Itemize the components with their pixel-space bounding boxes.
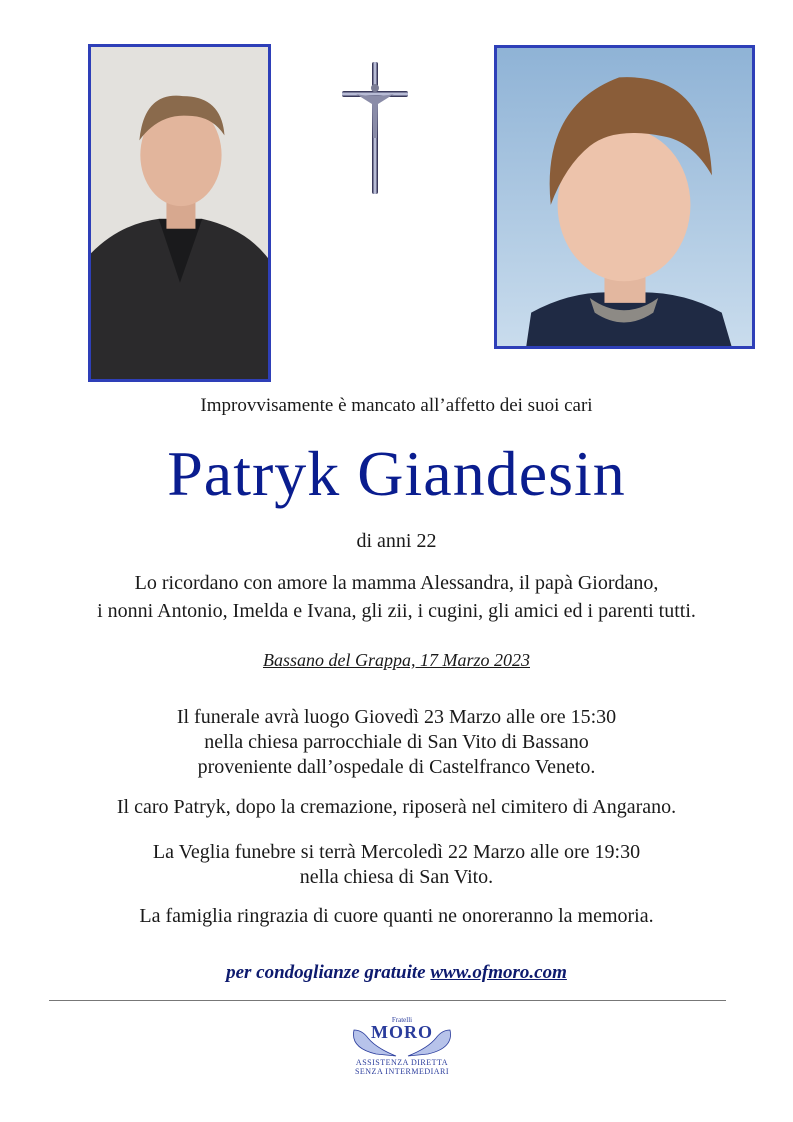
- photo-child: [494, 45, 755, 349]
- divider: [49, 1000, 726, 1001]
- funeral-line-1: Il funerale avrà luogo Giovedì 23 Marzo alle ore 15:30: [176, 706, 617, 728]
- photo-adult: [88, 44, 271, 382]
- remembered-by-line-1: Lo ricordano con amore la mamma Alessandra, il papà Giordano,: [134, 572, 659, 594]
- logo-top-text: Fratelli: [391, 1016, 413, 1024]
- thanks-text: La famiglia ringrazia di cuore quanti ne onoreranno la memoria.: [139, 905, 654, 927]
- condolences-link[interactable]: www.ofmoro.com: [430, 962, 567, 983]
- place-date: Bassano del Grappa, 17 Marzo 2023: [262, 650, 530, 670]
- remembered-by-line-2: i nonni Antonio, Imelda e Ivana, gli zii, i cugini, gli amici ed i parenti tutti.: [97, 600, 696, 622]
- age-text: di anni 22: [356, 530, 437, 552]
- wake-line-2: nella chiesa di San Vito.: [299, 866, 494, 888]
- crucifix-icon: [338, 58, 412, 198]
- burial-text: Il caro Patryk, dopo la cremazione, riposerà nel cimitero di Angarano.: [116, 796, 677, 818]
- deceased-name: Patryk Giandesin: [167, 438, 626, 509]
- funeral-line-3: proveniente dall’ospedale di Castelfranco Veneto.: [197, 756, 596, 778]
- logo-name: MORO: [371, 1022, 433, 1042]
- funeral-line-2: nella chiesa parrocchiale di San Vito di Bassano: [204, 731, 589, 753]
- logo-tagline-2: SENZA INTERMEDIARI: [354, 1067, 450, 1076]
- logo-tagline-1: ASSISTENZA DIRETTA: [355, 1058, 449, 1067]
- condolences-line: [0, 962, 793, 984]
- intro-text: Improvvisamente è mancato all’affetto dei suoi cari: [200, 395, 593, 416]
- condolences-label: per condoglianze gratuite: [226, 962, 426, 983]
- wake-line-1: La Veglia funebre si terrà Mercoledì 22 Marzo alle ore 19:30: [152, 841, 641, 863]
- moro-logo: [346, 1016, 458, 1082]
